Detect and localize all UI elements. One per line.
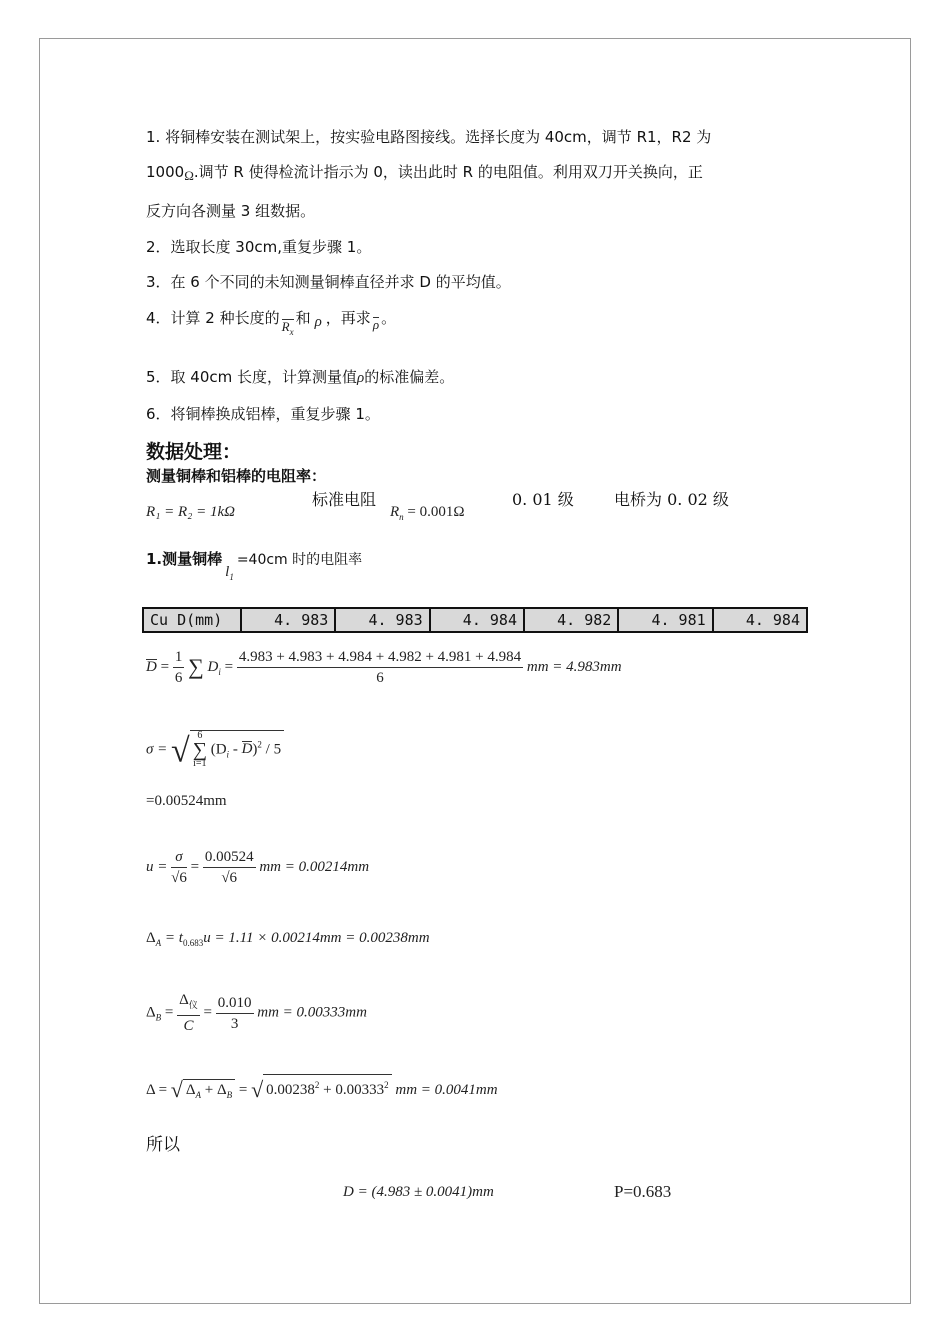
step-1-line-1: 1. 将铜棒安装在测试架上，按实验电路图接线。选择长度为 40cm，调节 R1，R2 为	[146, 128, 712, 146]
uncertainty-formula: u = $\frac{\sigma}{√6}$ = $\frac{0.00524}{√6}$ mm = 0.00214mm	[146, 849, 370, 886]
standard-resistor-label: 标准电阻	[312, 490, 377, 509]
table-row	[143, 608, 807, 632]
table-header-cell: Cu D(mm)	[143, 608, 241, 632]
sigma-formula: σ = √ 6 ∑ i=1 $(D_i - D)^2 / 5$	[146, 730, 284, 769]
step-2: 2．选取长度 30cm,重复步骤 1。	[146, 238, 372, 256]
resistor-equation: R₁ = R₂ = 1kΩ	[146, 504, 236, 520]
step-5: 5．取 40cm 长度，计算测量值ρ的标准偏差。	[146, 368, 455, 386]
sigma-value: =0.00524mm	[146, 793, 227, 809]
step-4: 4．计算 2 种长度的 $R_x$和 ρ ，再求 ρ 。	[146, 309, 397, 337]
section-subtitle: 测量铜棒和铝棒的电阻率：	[146, 467, 327, 485]
table-cell: 4. 984	[430, 608, 524, 632]
step-3: 3．在 6 个不同的未知测量铜棒直径并求 D 的平均值。	[146, 273, 511, 291]
confidence-level: P=0.683	[614, 1182, 672, 1201]
step-1-line-3: 反方向各测量 3 组数据。	[146, 202, 316, 220]
table-cell: 4. 982	[524, 608, 618, 632]
table-cell: 4. 981	[618, 608, 712, 632]
conclusion-so: 所以	[146, 1135, 180, 1155]
final-result: D = (4.983 ± 0.0041)mm	[343, 1184, 494, 1200]
delta-total-formula: Δ = √ $\Delta_A + \Delta_B$ = √ $0.00238^2 + 0.00333^2$ mm = 0.0041mm	[146, 1074, 498, 1105]
table-cell: 4. 983	[335, 608, 429, 632]
resistor-grade: 0. 01 级	[512, 490, 574, 509]
table-cell: 4. 983	[241, 608, 335, 632]
bridge-grade: 电桥为 0. 02 级	[614, 490, 729, 509]
step-1-line-2: 1000Ω.调节 R 使得检流计指示为 0，读出此时 R 的电阻值。利用双刀开关换向，正	[146, 163, 703, 183]
diameter-table	[142, 607, 808, 633]
table-cell: 4. 984	[713, 608, 807, 632]
part-1-label: 1.测量铜棒$l_1=40cm$ 时的电阻率	[146, 550, 363, 582]
step-6: 6．将铜棒换成铝棒，重复步骤 1。	[146, 405, 380, 423]
standard-resistor-value: $R_n = 0.001\Omega$	[390, 504, 465, 522]
section-title: 数据处理：	[146, 441, 242, 463]
delta-a-formula: $\Delta_A = t_{0.683}u = 1.11 \times 0.00214mm = 0.00238mm$	[146, 930, 430, 948]
mean-formula: D = $\frac{1}{6}$ ∑ $D_i$ = $\frac{4.983 + 4.983 + 4.984 + 4.982 + 4.981 + 4.984}{6}$ mm = 4.983mm	[146, 649, 622, 686]
delta-b-formula: $\Delta_B$ = $\frac{\Delta_仪}{C}$ = $\frac{0.010}{3}$ mm = 0.00333mm	[146, 992, 367, 1034]
